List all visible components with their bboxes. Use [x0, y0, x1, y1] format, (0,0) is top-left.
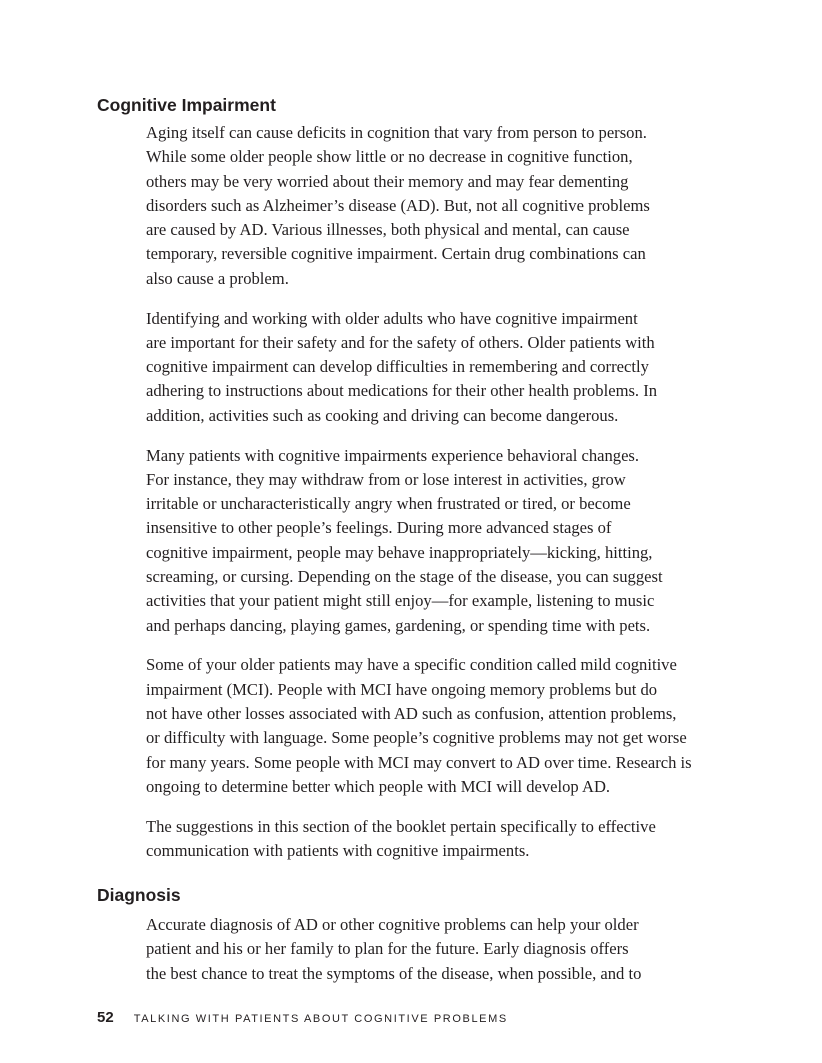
diagnosis-body — [146, 913, 716, 1001]
cognitive-impairment-body — [146, 121, 716, 879]
text-line: irritable or uncharacteristically angry when frustrated or tired, or become — [146, 494, 631, 514]
text-line: are important for their safety and for the safety of others. Older patients with — [146, 332, 655, 352]
text-line: for many years. Some people with MCI may convert to AD over time. Research is — [146, 752, 692, 772]
text-line: addition, activities such as cooking and driving can become dangerous. — [146, 405, 619, 425]
text-line: or difficulty with language. Some people’s cognitive problems may not get worse — [146, 728, 687, 748]
paragraph — [146, 121, 716, 291]
text-line: ongoing to determine better which people with MCI will develop AD. — [146, 776, 611, 796]
text-line: are caused by AD. Various illnesses, both physical and mental, can cause — [146, 220, 630, 240]
text-line: patient and his or her family to plan for the future. Early diagnosis offers — [146, 939, 629, 959]
text-line: Many patients with cognitive impairments experience behavioral changes. — [146, 445, 640, 465]
section-heading-cognitive-impairment: Cognitive Impairment — [97, 95, 276, 115]
paragraph — [146, 653, 716, 799]
text-line: For instance, they may withdraw from or lose interest in activities, grow — [146, 469, 626, 489]
text-line: screaming, or cursing. Depending on the stage of the disease, you can suggest — [146, 567, 663, 587]
page-footer — [97, 1009, 508, 1026]
text-line: The suggestions in this section of the booklet pertain specifically to effective — [146, 816, 656, 836]
text-line: others may be very worried about their memory and may fear dementing — [146, 171, 629, 191]
paragraph — [146, 307, 716, 428]
text-line: cognitive impairment, people may behave inappropriately—kicking, hitting, — [146, 542, 653, 562]
paragraph — [146, 913, 716, 986]
text-line: insensitive to other people’s feelings. During more advanced stages of — [146, 518, 612, 538]
paragraph — [146, 444, 716, 638]
text-line: Accurate diagnosis of AD or other cognitive problems can help your older — [146, 915, 639, 934]
text-line: impairment (MCI). People with MCI have ongoing memory problems but do — [146, 679, 658, 699]
paragraph — [146, 815, 716, 864]
text-line: Some of your older patients may have a specific condition called mild cognitive — [146, 655, 677, 675]
text-line: temporary, reversible cognitive impairment. Certain drug combinations can — [146, 244, 646, 264]
text-line: adhering to instructions about medications for their other health problems. In — [146, 381, 658, 401]
text-line: cognitive impairment can develop difficulties in remembering and correctly — [146, 357, 649, 377]
text-line: and perhaps dancing, playing games, gardening, or spending time with pets. — [146, 615, 651, 635]
text-line: disorders such as Alzheimer’s disease (AD). But, not all cognitive problems — [146, 195, 650, 215]
running-head: TALKING WITH PATIENTS ABOUT COGNITIVE PROBLEMS — [133, 1013, 508, 1025]
text-line: also cause a problem. — [146, 268, 289, 288]
text-line: While some older people show little or no decrease in cognitive function, — [146, 147, 633, 167]
text-line: Aging itself can cause deficits in cognition that vary from person to person. — [146, 123, 647, 142]
section-heading-diagnosis: Diagnosis — [97, 885, 181, 905]
page-number: 52 — [97, 1009, 114, 1026]
text-line: the best chance to treat the symptoms of the disease, when possible, and to — [146, 963, 642, 983]
text-line: activities that your patient might still enjoy—for example, listening to music — [146, 591, 655, 611]
text-line: communication with patients with cognitive impairments. — [146, 841, 530, 861]
text-line: Identifying and working with older adults who have cognitive impairment — [146, 308, 638, 328]
text-line: not have other losses associated with AD such as confusion, attention problems, — [146, 704, 677, 724]
